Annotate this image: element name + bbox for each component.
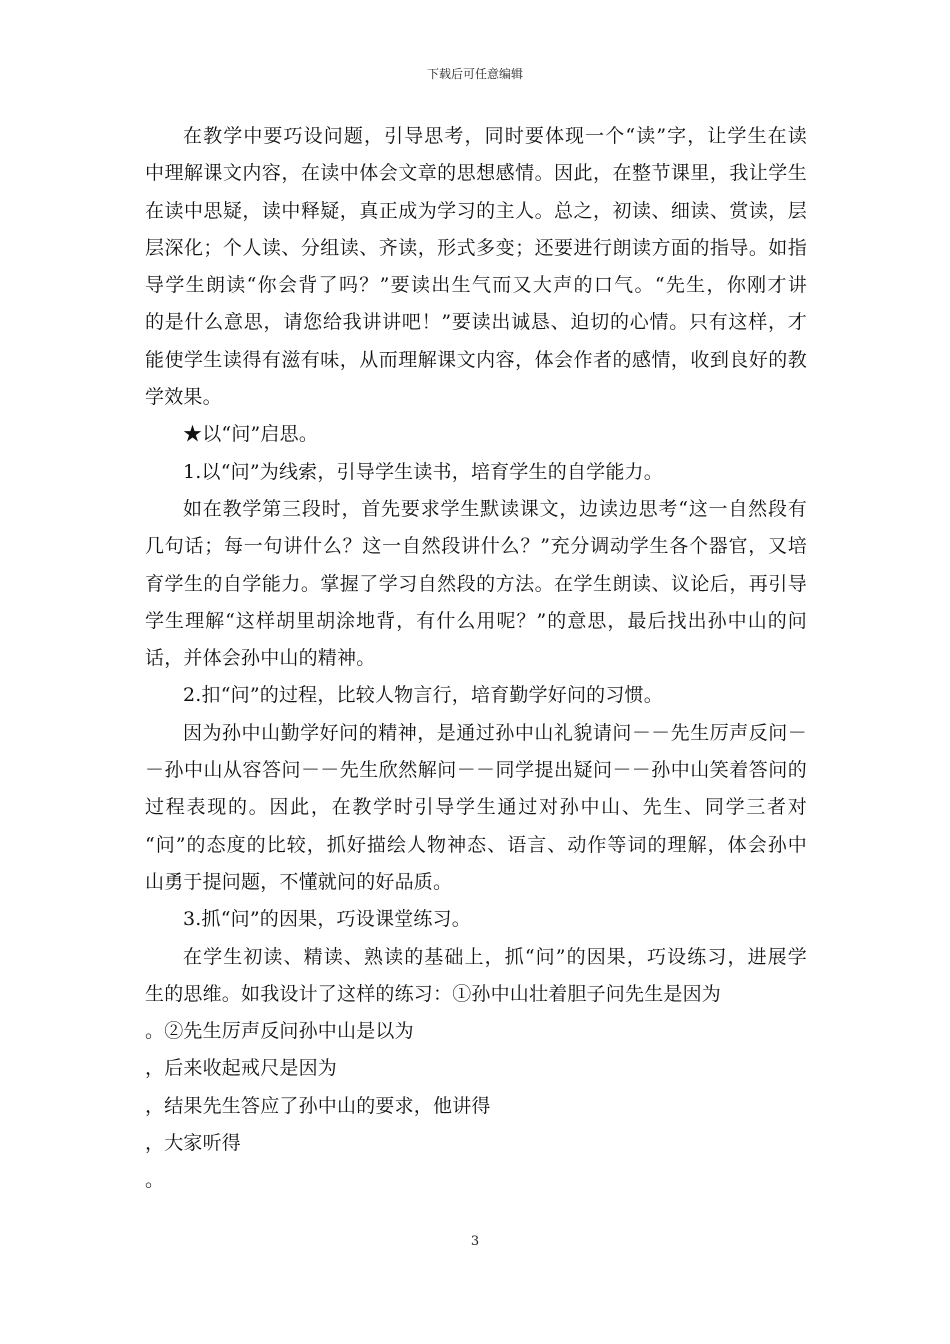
text-line: 导学生朗读“你会背了吗？”要读出生气而又大声的口气。“先生，你刚才讲	[145, 274, 807, 297]
text-line: ，结果先生答应了孙中山的要求，他讲得	[145, 1094, 491, 1117]
text-line: 3.抓“问”的因果，巧设课堂练习。	[183, 908, 471, 931]
text-line: “问”的态度的比较，抓好描绘人物神态、语言、动作等词的理解，体会孙中	[145, 833, 807, 856]
page-header: 下载后可任意编辑	[426, 67, 523, 81]
text-line: 学生理解“这样胡里胡涂地背，有什么用呢？”的意思，最后找出孙中山的问	[145, 609, 807, 632]
text-line: 层深化；个人读、分组读、齐读，形式多变；还要进行朗读方面的指导。如指	[145, 236, 807, 259]
text-line: ，后来收起戒尺是因为	[145, 1057, 338, 1080]
text-line: 因为孙中山勤学好问的精神，是通过孙中山礼貌请问－－先生厉声反问－	[183, 721, 807, 744]
text-line: 话，并体会孙中山的精神。	[145, 647, 376, 670]
text-line: 。	[145, 1169, 165, 1192]
text-line: 的是什么意思，请您给我讲讲吧！”要读出诚恳、迫切的心情。只有这样，才	[145, 311, 807, 334]
text-line: 。②先生厉声反问孙中山是以为	[145, 1020, 414, 1043]
text-line: －孙中山从容答问－－先生欣然解问－－同学提出疑问－－孙中山笑着答问的	[145, 759, 807, 782]
text-line: 生的思维。如我设计了这样的练习：①孙中山壮着胆子问先生是因为	[145, 982, 722, 1005]
text-line: 在学生初读、精读、熟读的基础上，抓“问”的因果，巧设练习，进展学	[183, 945, 807, 968]
text-line: 在教学中要巧设问题，引导思考，同时要体现一个“读”字，让学生在读	[183, 125, 807, 147]
text-line: 中理解课文内容，在读中体会文章的思想感情。因此，在整节课里，我让学生	[145, 162, 807, 185]
text-line: 能使学生读得有滋有味，从而理解课文内容，体会作者的感情，收到良好的教	[145, 348, 807, 371]
text-line: 1.以“问”为线索，引导学生读书，培育学生的自学能力。	[183, 460, 663, 483]
text-line: 如在教学第三段时，首先要求学生默读课文，边读边思考“这一自然段有	[183, 497, 807, 520]
text-line: 在读中思疑，读中释疑，真正成为学习的主人。总之，初读、细读、赏读，层	[145, 199, 807, 222]
text-line: 学效果。	[145, 386, 222, 409]
document-body	[145, 118, 807, 1200]
text-line: ，大家听得	[145, 1132, 242, 1155]
text-line: 过程表现的。因此，在教学时引导学生通过对孙中山、先生、同学三者对	[145, 796, 807, 819]
page-number: 3	[470, 1234, 480, 1249]
text-line: ★以“问”启思。	[183, 423, 319, 446]
text-line: 山勇于提问题，不懂就问的好品质。	[145, 870, 453, 893]
text-line: 2.扣“问”的过程，比较人物言行，培育勤学好问的习惯。	[183, 684, 663, 707]
text-line: 育学生的自学能力。掌握了学习自然段的方法。在学生朗读、议论后，再引导	[145, 572, 807, 595]
text-line: 几句话；每一句讲什么？这一自然段讲什么？”充分调动学生各个器官，又培	[145, 535, 807, 558]
